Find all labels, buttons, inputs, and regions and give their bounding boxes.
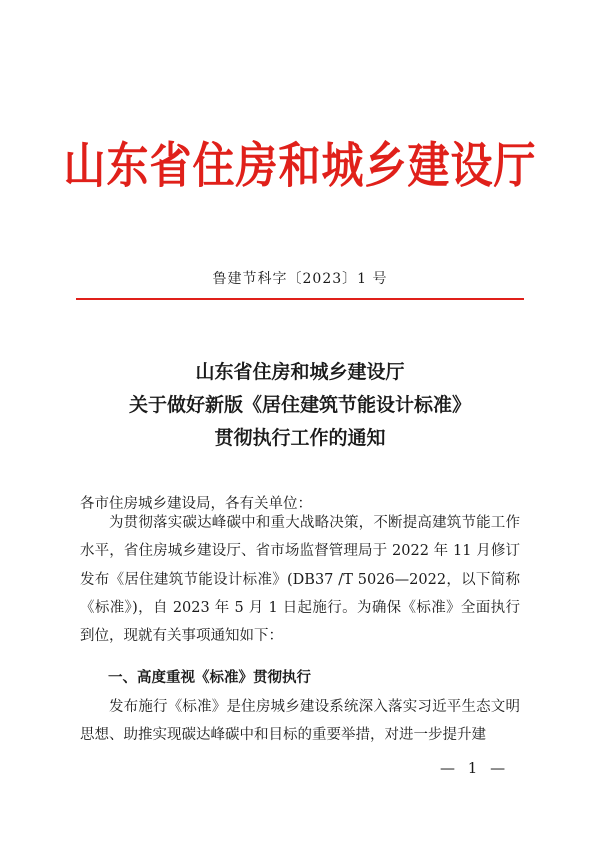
- paragraph-intro: 为贯彻落实碳达峰碳中和重大战略决策，不断提高建筑节能工作水平，省住房城乡建设厅、省市场监督管理局于 2022 年 11 月修订发布《居住建筑节能设计标准》(DB37 /T 5026—2022，以下简称《标准》)，自 2023 年 5 月 1 日起施行。为确保《标准》全面执行到位，现就有关事项通知如下：: [80, 515, 520, 645]
- section-heading-1: 一、高度重视《标准》贯彻执行: [108, 670, 311, 686]
- title-line-2: 关于做好新版《居住建筑节能设计标准》: [128, 394, 471, 416]
- paragraph-section-1: 发布施行《标准》是住房城乡建设系统深入落实习近平生态文明思想、助推实现碳达峰碳中和目标的重要举措，对进一步提升建: [80, 699, 520, 744]
- page-number: — 1 —: [440, 759, 510, 777]
- salutation: 各市住房城乡建设局，各有关单位：: [80, 496, 312, 512]
- title-line-3: 贯彻执行工作的通知: [214, 427, 386, 449]
- masthead-organization: 山东省住房和城乡建设厅: [63, 137, 537, 194]
- document-number: 鲁建节科字〔2023〕1 号: [212, 271, 388, 287]
- document-title: [0, 356, 600, 455]
- title-line-1: 山东省住房和城乡建设厅: [195, 361, 405, 383]
- red-divider-line: [76, 298, 524, 300]
